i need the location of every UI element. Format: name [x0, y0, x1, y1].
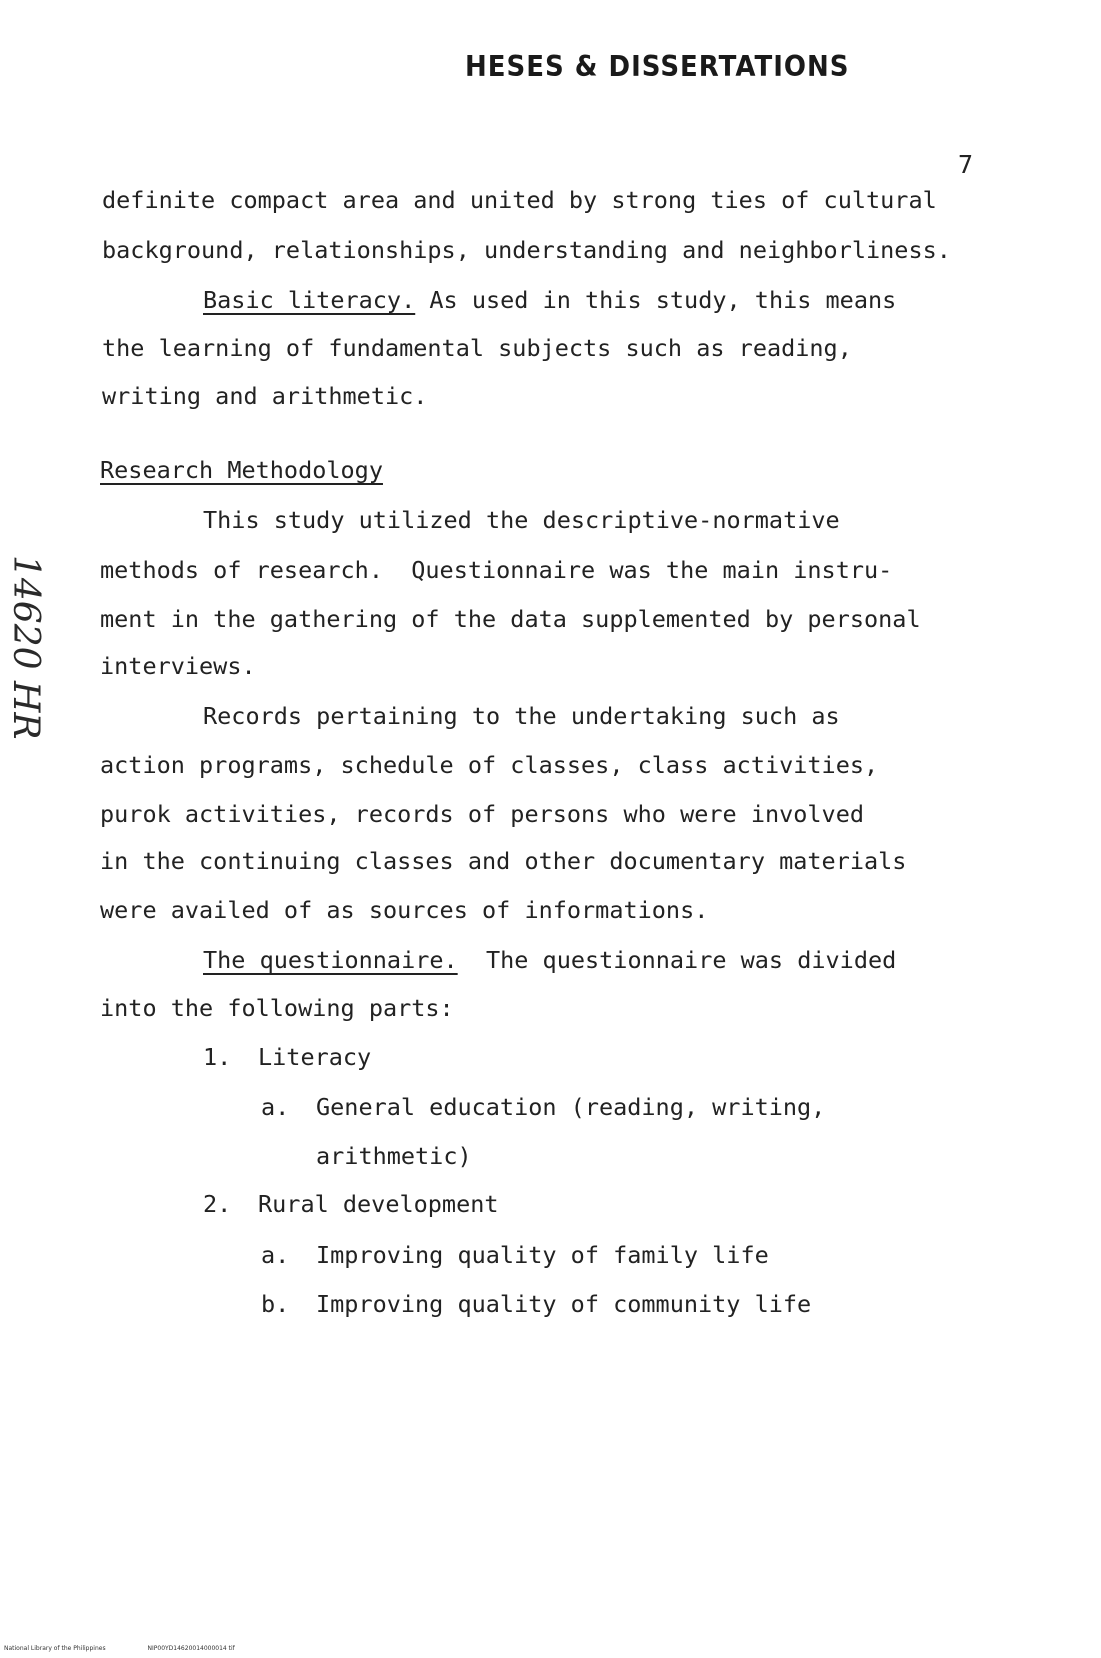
page-number: 7 — [958, 150, 974, 179]
list-sub-letter: a. — [261, 1241, 290, 1269]
paragraph-line: The questionnaire. The questionnaire was divided — [203, 946, 897, 974]
list-sub-letter: a. — [261, 1093, 290, 1121]
list-number: 1. — [203, 1043, 232, 1071]
list-sub-text: Improving quality of family life — [316, 1241, 769, 1269]
list-label: Literacy — [258, 1043, 372, 1071]
paragraph-line: Basic literacy. As used in this study, this means — [203, 286, 897, 314]
list-sub-text: arithmetic) — [316, 1142, 472, 1170]
list-sub-text: General education (reading, writing, — [316, 1093, 826, 1121]
list-number: 2. — [203, 1190, 232, 1218]
definition-term: Basic literacy. — [203, 286, 416, 314]
paragraph-line: into the following parts: — [100, 994, 454, 1022]
paragraph-line: writing and arithmetic. — [102, 382, 428, 410]
paragraph-line: in the continuing classes and other documentary materials — [100, 847, 907, 875]
paragraph-line: purok activities, records of persons who were involved — [100, 800, 865, 828]
paragraph-line: methods of research. Questionnaire was the main instru- — [100, 556, 893, 584]
footer-library: National Library of the Philippines — [4, 1645, 106, 1652]
paragraph-line: definite compact area and united by strong ties of cultural — [102, 186, 937, 214]
paragraph-line: the learning of fundamental subjects such as reading, — [102, 334, 852, 362]
paragraph-line: were availed of as sources of informations. — [100, 896, 709, 924]
paragraph-line: background, relationships, understanding and neighborliness. — [102, 236, 951, 264]
list-sub-letter: b. — [261, 1290, 290, 1318]
list-sub-text: Improving quality of community life — [316, 1290, 812, 1318]
paragraph-line: interviews. — [100, 652, 256, 680]
handwritten-margin-note: 14620 HR — [5, 555, 46, 740]
definition-term: The questionnaire. — [203, 946, 458, 974]
paragraph-line: ment in the gathering of the data supplemented by personal — [100, 605, 921, 633]
paragraph-line: action programs, schedule of classes, class activities, — [100, 751, 879, 779]
paragraph-line: This study utilized the descriptive-normative — [203, 506, 840, 534]
theses-dissertations-stamp: HESES & DISSERTATIONS — [465, 50, 850, 84]
footer-file-id: NIP00YD14620014000014 tif — [147, 1645, 235, 1652]
paragraph-line: Records pertaining to the undertaking such as — [203, 702, 840, 730]
list-label: Rural development — [258, 1190, 499, 1218]
scan-footer — [4, 1645, 275, 1652]
section-heading: Research Methodology — [100, 456, 383, 484]
